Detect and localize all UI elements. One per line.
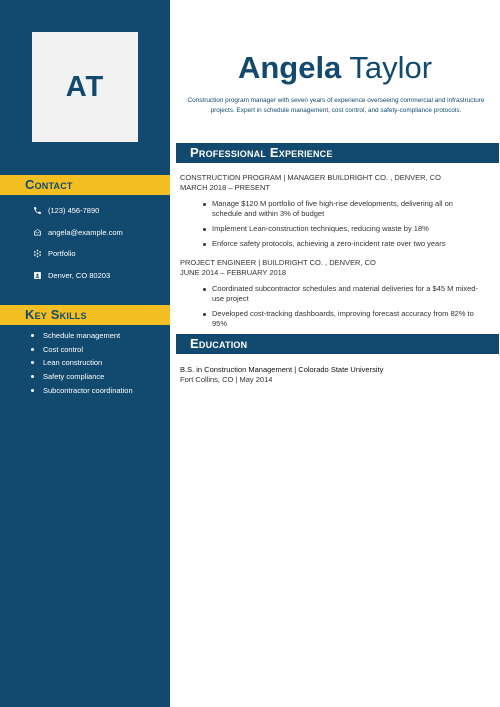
contact-location (31, 265, 166, 287)
monogram-initials: AT (65, 70, 105, 103)
job-entry (180, 173, 490, 254)
skills-section-title: Key Skills (25, 307, 87, 322)
contact-list (31, 200, 166, 286)
education-section-title: Education (190, 336, 248, 351)
job-dates: MARCH 2018 – PRESENT (180, 183, 271, 192)
job-title-line: CONSTRUCTION PROGRAM | MANAGER BUILDRIGHT CO. , DENVER, CO (180, 173, 441, 182)
contact-section-header (0, 175, 170, 195)
contact-location-text: Denver, CO 80203 (48, 270, 111, 280)
education-entry (180, 365, 490, 385)
job-title-line: PROJECT ENGINEER | BUILDRIGHT CO. , DENVER, CO (180, 258, 376, 267)
phone-icon (31, 205, 43, 217)
skill-item: Schedule management (31, 329, 166, 343)
location-icon (31, 269, 43, 281)
job-bullet: Implement Lean-construction techniques, reducing waste by 18% (212, 224, 490, 234)
contact-portfolio[interactable] (31, 243, 166, 265)
education-meta-line (180, 375, 490, 385)
job-bullets (212, 284, 490, 329)
job-bullet: Developed cost-tracking dashboards, improving forecast accuracy from 82% to 95% (212, 309, 490, 329)
skill-item: Lean construction (31, 356, 166, 370)
profile-summary: Construction program manager with seven years of experience overseeing commercial and infrastructure projects. Expert in schedule management, cost control, and safety-compliance protocols. (187, 97, 485, 114)
skills-list (31, 329, 166, 397)
degree: B.S. in Construction Management (180, 365, 293, 374)
sidebar (0, 0, 170, 707)
education-location: Fort Collins, CO (180, 375, 234, 384)
candidate-name (170, 50, 500, 86)
first-name: Angela (237, 50, 342, 85)
experience-section-header (176, 143, 499, 163)
education-date: May 2014 (239, 375, 273, 384)
job-bullet: Coordinated subcontractor schedules and material deliveries for a $45 M mixed-use project (212, 284, 490, 304)
school: Colorado State University (298, 365, 384, 374)
job-bullet: Enforce safety protocols, achieving a zero-incident rate over two years (212, 239, 490, 249)
job-bullets (212, 199, 490, 249)
contact-email[interactable] (31, 222, 166, 244)
job-dates: JUNE 2014 – FEBRUARY 2018 (180, 268, 287, 277)
contact-email-text: angela@example.com (48, 227, 123, 237)
contact-section-title: Contact (25, 177, 73, 192)
skill-item: Safety compliance (31, 370, 166, 384)
email-icon (31, 226, 43, 238)
skill-item: Subcontractor coordination (31, 383, 166, 397)
contact-phone[interactable] (31, 200, 166, 222)
education-degree-line (180, 365, 490, 375)
job-entry (180, 258, 490, 334)
experience-section-title: Professional Experience (190, 145, 333, 160)
skills-section-header (0, 305, 170, 325)
education-meta-separator: | (235, 375, 238, 384)
monogram-box (32, 32, 138, 142)
last-name: Taylor (349, 50, 433, 85)
education-section-header (176, 334, 499, 354)
job-bullet: Manage $120 M portfolio of five high-rise developments, delivering all on schedule and within 3% of budget (212, 199, 490, 219)
contact-portfolio-text: Portfolio (48, 249, 76, 259)
contact-phone-text: (123) 456-7890 (48, 206, 100, 216)
skill-item: Cost control (31, 343, 166, 357)
portfolio-icon (31, 248, 43, 260)
degree-separator: | (294, 365, 297, 374)
